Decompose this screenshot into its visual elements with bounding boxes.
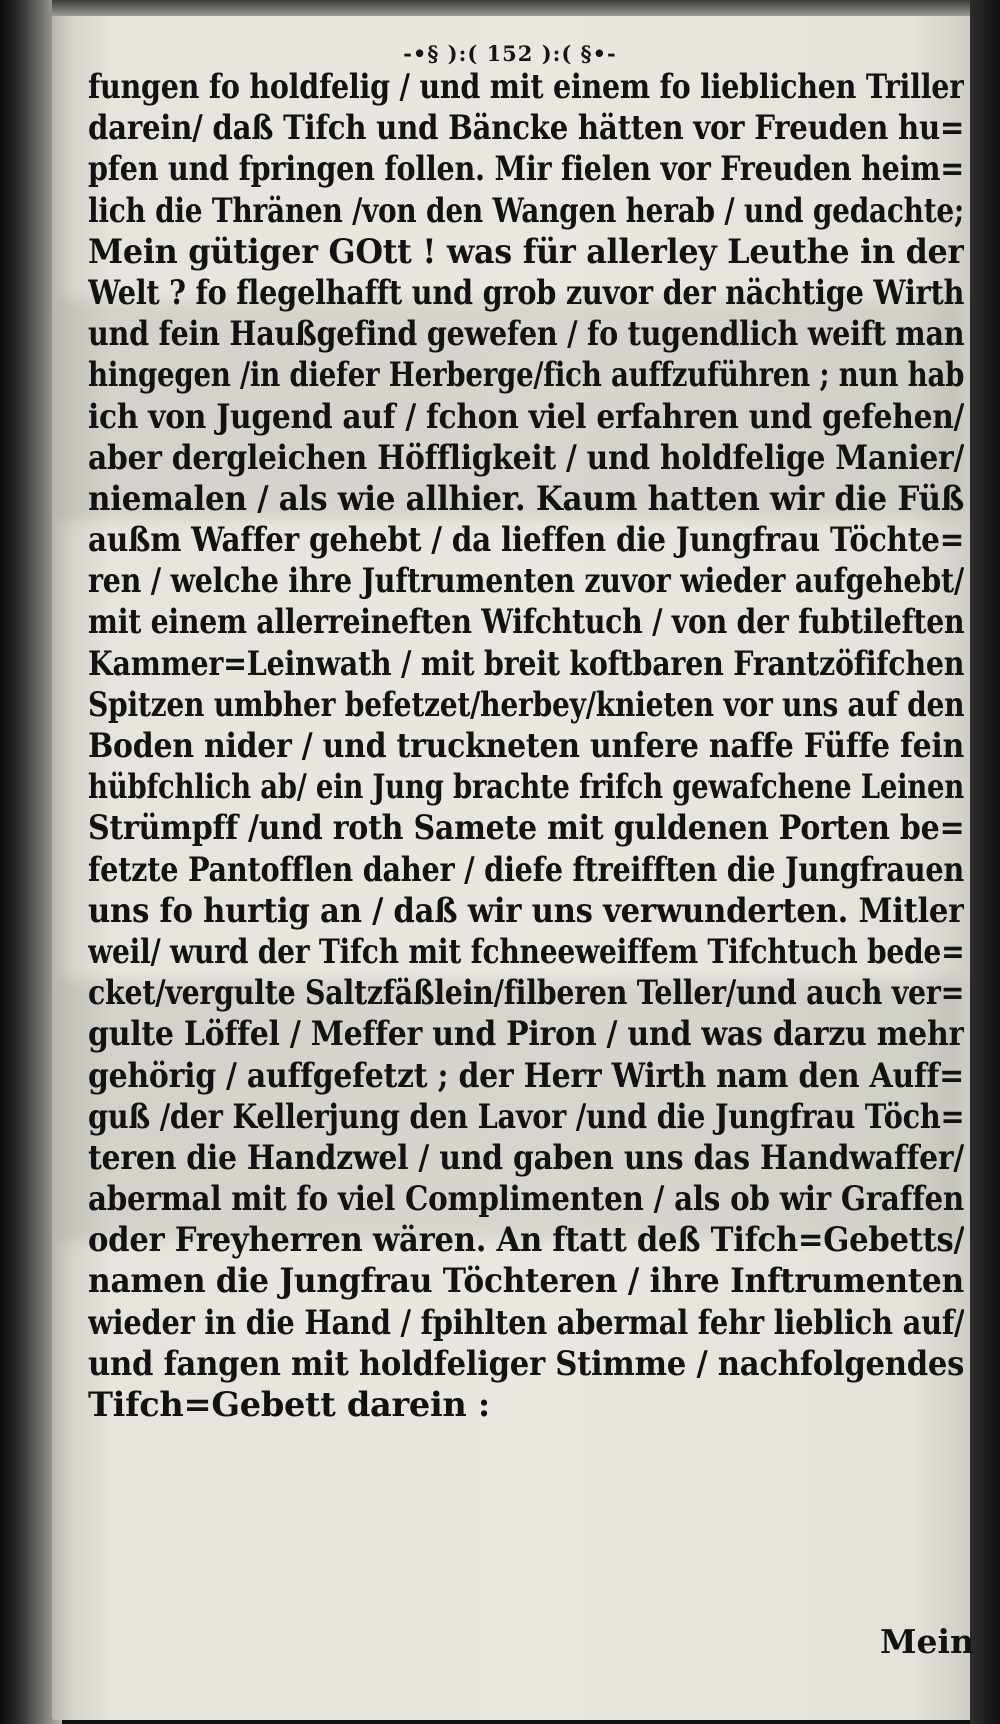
show-through-line (80, 1479, 940, 1513)
text-line: und fein Haußgefind gewefen / fo tugendlich weift man (88, 313, 964, 354)
text-line: niemalen / als wie allhier. Kaum hatten wir die Füß (88, 477, 965, 518)
text-line: Mein gütiger GOtt ! was für allerley Leuthe in der (88, 230, 964, 271)
text-line: uns fo hurtig an / daß wir uns verwunderten. Mitler (88, 889, 964, 930)
text-line: oder Freyherren wären. An ftatt deß Tifch=Gebetts/ (88, 1219, 964, 1260)
text-line: gehörig / auffgefetzt ; der Herr Wirth nam den Auff= (88, 1054, 964, 1095)
text-line: abermal mit fo viel Complimenten / als ob wir Graffen (88, 1178, 964, 1219)
text-line: fetzte Pantofflen daher / diefe ftreifften die Jungfrauen (88, 848, 965, 889)
text-line: teren die Handzwel / und gaben uns das Handwaffer/ (88, 1136, 964, 1177)
text-line: darein/ daß Tifch und Bäncke hätten vor Freuden hu= (88, 107, 964, 148)
text-line: weil/ wurd der Tifch mit fchneeweiffem Tifchtuch bede= (88, 930, 965, 971)
text-line: und fangen mit holdfeliger Stimme / nachfolgendes (88, 1342, 965, 1383)
text-line: ich von Jugend auf / fchon viel erfahren und gefehen/ (88, 395, 964, 436)
show-through-line (80, 1513, 940, 1547)
text-line: lich die Thränen /von den Wangen herab / und gedachte; (88, 189, 965, 230)
show-through-line (80, 1547, 940, 1581)
show-through-line (80, 1581, 940, 1615)
text-line: hingegen /in diefer Herberge/fich auffzuführen ; nun hab (88, 354, 964, 395)
text-line: hübfchlich ab/ ein Jung brachte frifch gewafchene Leinen (88, 766, 965, 807)
text-line: mit einem allerreineften Wifchtuch / von der fubtileften (88, 601, 964, 642)
show-through-line (80, 1445, 940, 1479)
text-line: Strümpff /und roth Samete mit guldenen Porten be= (88, 807, 965, 848)
text-line: cket/vergulte Saltzfäßlein/filberen Teller/und auch ver= (88, 972, 965, 1013)
text-line: pfen und fpringen follen. Mir fielen vor Freuden heim= (88, 148, 964, 189)
body-text (88, 66, 964, 1425)
text-line: Kammer=Leinwath / mit breit koftbaren Frantzöfifchen (88, 642, 964, 683)
text-line: fungen fo holdfelig / und mit einem fo lieblichen Triller (88, 66, 965, 106)
page-top-edge (52, 0, 970, 16)
text-line: Tifch=Gebett darein : (88, 1384, 491, 1424)
text-line: ren / welche ihre Juftrumenten zuvor wieder aufgehebt/ (88, 560, 964, 601)
text-line: Spitzen umbher befetzet/herbey/knieten vor uns auf den (88, 683, 965, 724)
running-head-page-number: -•§ ):( 152 ):( §•- (403, 40, 617, 66)
text-line: Welt ? fo flegelhafft und grob zuvor der nächtige Wirth (88, 271, 964, 312)
text-line: wieder in die Hand / fpihlten abermal fehr lieblich auf/ (88, 1301, 965, 1342)
text-line: Boden nider / und truckneten unfere naffe Füffe fein (88, 725, 965, 765)
text-line: aber dergleichen Höffligkeit / und holdfelige Manier/ (88, 436, 964, 477)
catchword: Mein (880, 1622, 975, 1661)
text-line: außm Waffer gehebt / da lieffen die Jungfrau Töchte= (88, 519, 964, 560)
page-right-edge (970, 0, 1000, 1724)
text-line: namen die Jungfrau Töchteren / ihre Inftrumenten (88, 1260, 964, 1301)
text-line: gulte Löffel / Meffer und Piron / und was darzu mehr (88, 1013, 965, 1054)
text-line: guß /der Kellerjung den Lavor /und die Jungfrau Töch= (88, 1095, 964, 1136)
show-through-text (80, 1445, 940, 1615)
